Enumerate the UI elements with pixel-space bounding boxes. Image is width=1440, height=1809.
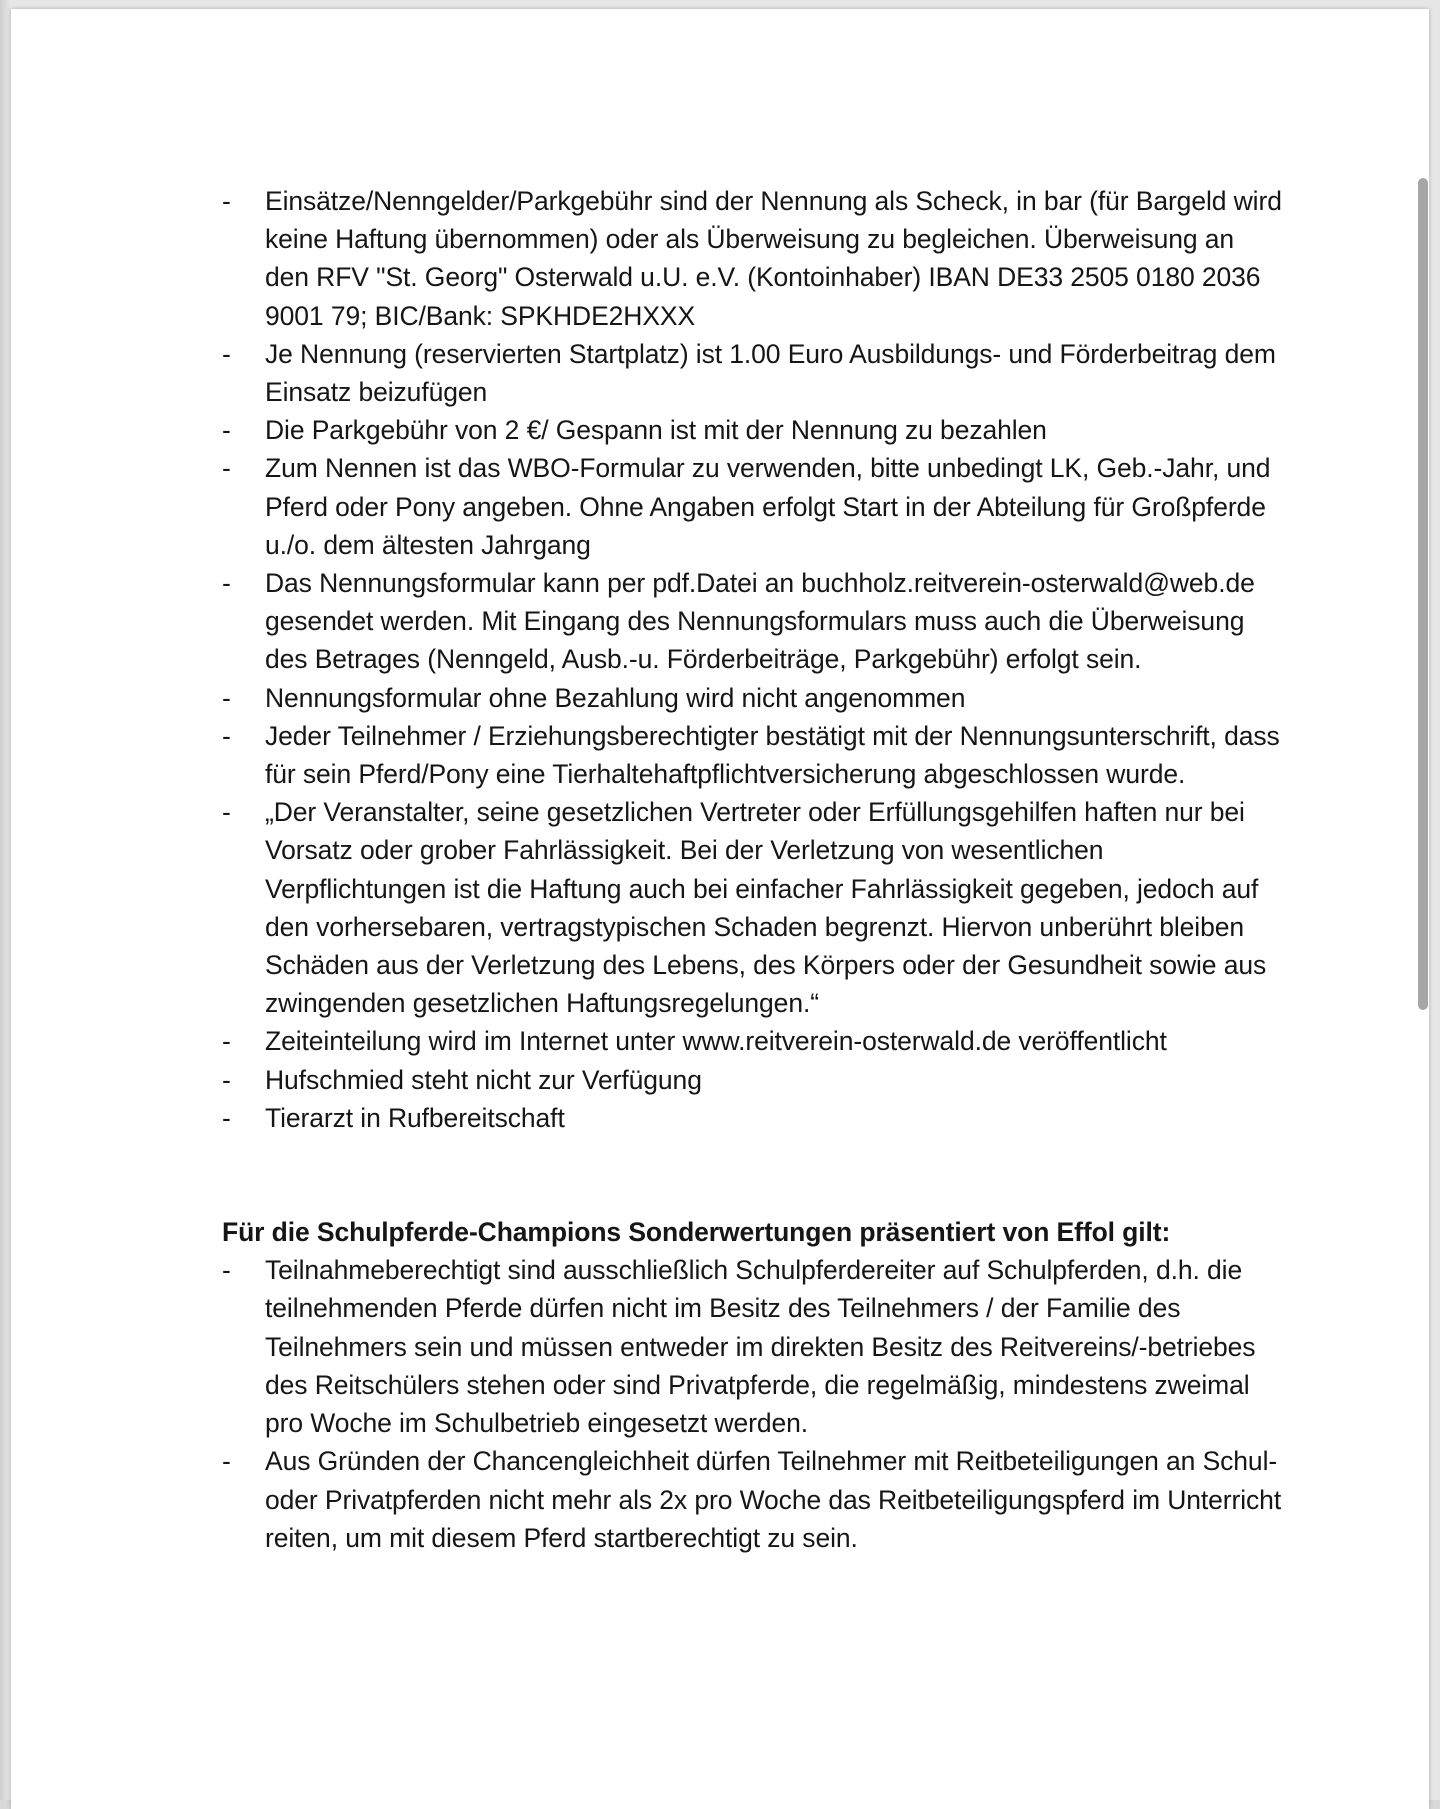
bullet-dash: - bbox=[222, 797, 231, 828]
list-item bbox=[222, 1099, 1282, 1137]
list-item-text: Zeiteinteilung wird im Internet unter www.reitverein-osterwald.de veröffentlicht bbox=[265, 1026, 1167, 1057]
general-rules-list bbox=[222, 182, 1282, 1137]
bullet-dash: - bbox=[222, 1026, 231, 1057]
list-item bbox=[222, 1022, 1282, 1060]
list-item bbox=[222, 1251, 1282, 1442]
special-section bbox=[222, 1213, 1282, 1557]
bullet-dash: - bbox=[222, 1255, 231, 1286]
bullet-dash: - bbox=[222, 1064, 231, 1095]
list-item bbox=[222, 335, 1282, 411]
bullet-dash: - bbox=[222, 720, 231, 751]
list-item-text: Jeder Teilnehmer / Erziehungsberechtigter bestätigt mit der Nennungsunterschrift, dass für sein Pferd/Pony eine Tierhaltehaftpflichtversicherung abgeschlossen wurde. bbox=[265, 720, 1280, 790]
list-item-text: Das Nennungsformular kann per pdf.Datei an buchholz.reitverein-osterwald@web.de gesendet werden. Mit Eingang des Nennungsformulars muss auch die Überweisung des Betrages (Nenngeld, Ausb.-u. Förderbeiträge, Parkgebühr) erfolgt sein. bbox=[265, 568, 1255, 675]
list-item-text: „Der Veranstalter, seine gesetzlichen Vertreter oder Erfüllungsgehilfen haften nur bei Vorsatz oder grober Fahrlässigkeit. Bei der Verletzung von wesentlichen Verpflichtungen ist die Haftung auch bei einfacher Fahrlässigkeit gegeben, jedoch auf den vorhersebaren, vertragstypischen Schaden begrenzt. Hiervon unberührt bleiben Schäden aus der Verletzung des Lebens, des Körpers oder der Gesundheit sowie aus zwingenden gesetzlichen Haftungsregelungen.“ bbox=[265, 797, 1267, 1019]
list-item-text: Tierarzt in Rufbereitschaft bbox=[265, 1102, 565, 1133]
page-content bbox=[222, 182, 1282, 1557]
bullet-dash: - bbox=[222, 682, 231, 713]
list-item-text: Teilnahmeberechtigt sind ausschließlich Schulpferdereiter auf Schulpferden, d.h. die teilnehmenden Pferde dürfen nicht im Besitz des Teilnehmers / der Familie des Teilnehmers sein und müssen entweder im direkten Besitz des Reitvereins/-betriebes des Reitschülers stehen oder sind Privatpferde, die regelmäßig, mindestens zweimal pro Woche im Schulbetrieb eingesetzt werden. bbox=[265, 1255, 1256, 1439]
bullet-dash: - bbox=[222, 1102, 231, 1133]
vertical-scrollbar-thumb[interactable] bbox=[1418, 178, 1428, 1010]
list-item-text: Hufschmied steht nicht zur Verfügung bbox=[265, 1064, 702, 1095]
document-page bbox=[11, 9, 1429, 1809]
list-item bbox=[222, 564, 1282, 679]
section-heading: Für die Schulpferde-Champions Sonderwertungen präsentiert von Effol gilt: bbox=[222, 1217, 1171, 1248]
list-item-text: Aus Gründen der Chancengleichheit dürfen Teilnehmer mit Reitbeteiligungen an Schul- oder Privatpferden nicht mehr als 2x pro Woche das Reitbeteiligungspferd im Unterricht reiten, um mit diesem Pferd startberechtigt zu sein. bbox=[265, 1446, 1282, 1553]
bullet-dash: - bbox=[222, 568, 231, 599]
list-item bbox=[222, 1061, 1282, 1099]
bullet-dash: - bbox=[222, 186, 231, 216]
list-item bbox=[222, 679, 1282, 717]
list-item bbox=[222, 717, 1282, 793]
list-item-text: Nennungsformular ohne Bezahlung wird nicht angenommen bbox=[265, 682, 966, 713]
list-item bbox=[222, 449, 1282, 564]
list-item-text: Die Parkgebühr von 2 €/ Gespann ist mit der Nennung zu bezahlen bbox=[265, 415, 1047, 446]
bullet-dash: - bbox=[222, 338, 231, 369]
section-spacer bbox=[222, 1137, 1282, 1213]
bullet-dash: - bbox=[222, 1446, 231, 1477]
list-item bbox=[222, 1442, 1282, 1557]
list-item-text: Einsätze/Nenngelder/Parkgebühr sind der Nennung als Scheck, in bar (für Bargeld wird keine Haftung übernommen) oder als Überweisung zu begleichen. Überweisung an den RFV "St. Georg" Osterwald u.U. e.V. (Kontoinhaber) IBAN DE33 2505 0180 2036 9001 79; BIC/Bank: SPKHDE2HXXX bbox=[265, 186, 1282, 331]
list-item bbox=[222, 182, 1282, 335]
bullet-dash: - bbox=[222, 415, 231, 446]
bullet-dash: - bbox=[222, 453, 231, 484]
list-item-text: Je Nennung (reservierten Startplatz) ist 1.00 Euro Ausbildungs- und Förderbeitrag dem Einsatz beizufügen bbox=[265, 338, 1276, 408]
list-item bbox=[222, 411, 1282, 449]
list-item bbox=[222, 793, 1282, 1022]
list-item-text: Zum Nennen ist das WBO-Formular zu verwenden, bitte unbedingt LK, Geb.-Jahr, und Pferd oder Pony angeben. Ohne Angaben erfolgt Start in der Abteilung für Großpferde u./o. dem ältesten Jahrgang bbox=[265, 453, 1271, 560]
